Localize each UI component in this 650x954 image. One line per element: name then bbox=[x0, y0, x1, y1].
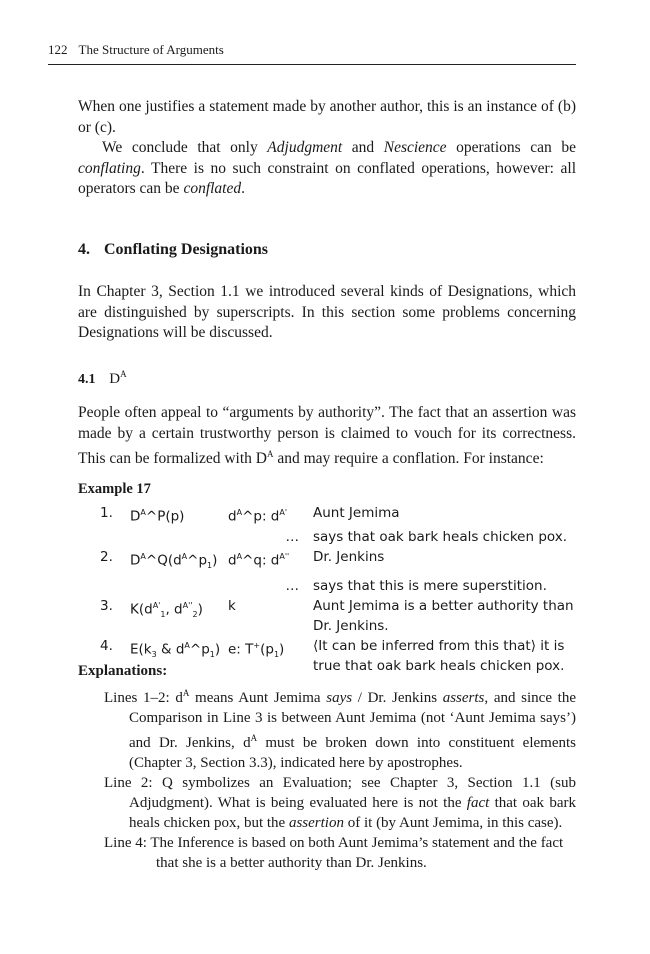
row-text: says that this is mere superstition. bbox=[313, 577, 547, 594]
row-number: 3. bbox=[100, 597, 113, 614]
explanation-line-2: Line 2: Q symbolizes an Evaluation; see Chapter 3, Section 1.1 (sub Adjudgment). What is being evaluated here is not the fact that oak bark heals chicken pox, but the assertion of it (by Aunt Jemima, in this case). bbox=[104, 775, 576, 831]
example-row bbox=[100, 596, 578, 636]
explanations-block bbox=[104, 683, 576, 873]
row-operator: $d^A\^{}q$: $d^{A''}$ bbox=[228, 551, 290, 568]
row-number: 4. bbox=[100, 637, 113, 654]
row-operator: … bbox=[285, 528, 299, 545]
example-label: Example 17 bbox=[78, 481, 151, 497]
row-operator: k bbox=[228, 597, 236, 614]
row-operator: … bbox=[285, 577, 299, 594]
example-row bbox=[100, 503, 578, 527]
running-header bbox=[48, 42, 576, 65]
explanation-line-4: Line 4: The Inference is based on both Aunt Jemima’s statement and the fact that she is a better authority than Dr. Jenkins. bbox=[104, 835, 564, 871]
section-title: Conflating Designations bbox=[104, 241, 269, 258]
subsection-number: 4.1 bbox=[78, 372, 96, 387]
row-text: says that oak bark heals chicken pox. bbox=[313, 528, 568, 545]
example-row bbox=[100, 547, 578, 576]
section-number: 4. bbox=[78, 241, 90, 258]
section-paragraph: In Chapter 3, Section 1.1 we introduced several kinds of Designations, which are distinguished by superscripts. In this section some problems concerning Designations will be discussed. bbox=[78, 283, 576, 341]
example-row bbox=[100, 636, 578, 676]
row-formula: $D^A\^{}Q(d^A\^{}p_1)$ bbox=[130, 551, 218, 570]
row-operator: $d^A\^{}p$: $d^{A'}$ bbox=[228, 508, 288, 525]
row-formula: $K(d^{A'}_1$, $d^{A''}_2$) bbox=[130, 600, 203, 619]
intro-block bbox=[78, 97, 576, 200]
example-row bbox=[100, 527, 578, 547]
row-text: Aunt Jemima bbox=[313, 505, 400, 521]
page-number: 122 bbox=[48, 42, 68, 57]
row-number: 2. bbox=[100, 548, 113, 565]
row-formula: $D^A\^{}P(p)$ bbox=[130, 508, 185, 525]
subsection-paragraph: People often appeal to “arguments by authority”. The fact that an assertion was made by a certain trustworthy person is claimed to vouch for its correctness. This can be formalized with $D^A$ and may require a conflation. For instance: bbox=[78, 404, 576, 468]
row-formula: $E(k_3$ & $d^A\^{}p_1$) bbox=[130, 640, 221, 659]
row-text: Aunt Jemima is a better authority than Dr. Jenkins. bbox=[313, 597, 574, 634]
intro-paragraph-1: When one justifies a statement made by another author, this is an instance of (b) or (c). bbox=[78, 98, 576, 136]
subsection-heading: 4.1 $D^A$ bbox=[78, 369, 127, 387]
row-operator: e: $T^+(p_1)$ bbox=[228, 640, 285, 659]
explanations-label: Explanations: bbox=[78, 663, 168, 679]
row-number: 1. bbox=[100, 505, 113, 521]
section-heading bbox=[78, 241, 268, 259]
intro-paragraph-2: We conclude that only Adjudgment and Nescience operations can be conflating. There is no such constraint on conflated operations, however: all operators can be conflated. bbox=[78, 139, 576, 197]
example-row bbox=[100, 576, 578, 596]
running-title: The Structure of Arguments bbox=[78, 42, 224, 57]
explanation-lines-1-2: Lines 1–2: $d^A$ means Aunt Jemima says / Dr. Jenkins asserts, and since the Comparison in Line 3 is between Aunt Jemima (not ‘Aunt Jemima says’) and Dr. Jenkins, $d^A$ must be broken down into constituent elements (Chapter 3, Section 3.3), indicated here by apostrophes. bbox=[104, 688, 576, 771]
row-text: Dr. Jenkins bbox=[313, 548, 385, 565]
row-text: ⟨It can be inferred from this that⟩ it is true that oak bark heals chicken pox. bbox=[313, 637, 565, 674]
example-table bbox=[100, 503, 578, 676]
